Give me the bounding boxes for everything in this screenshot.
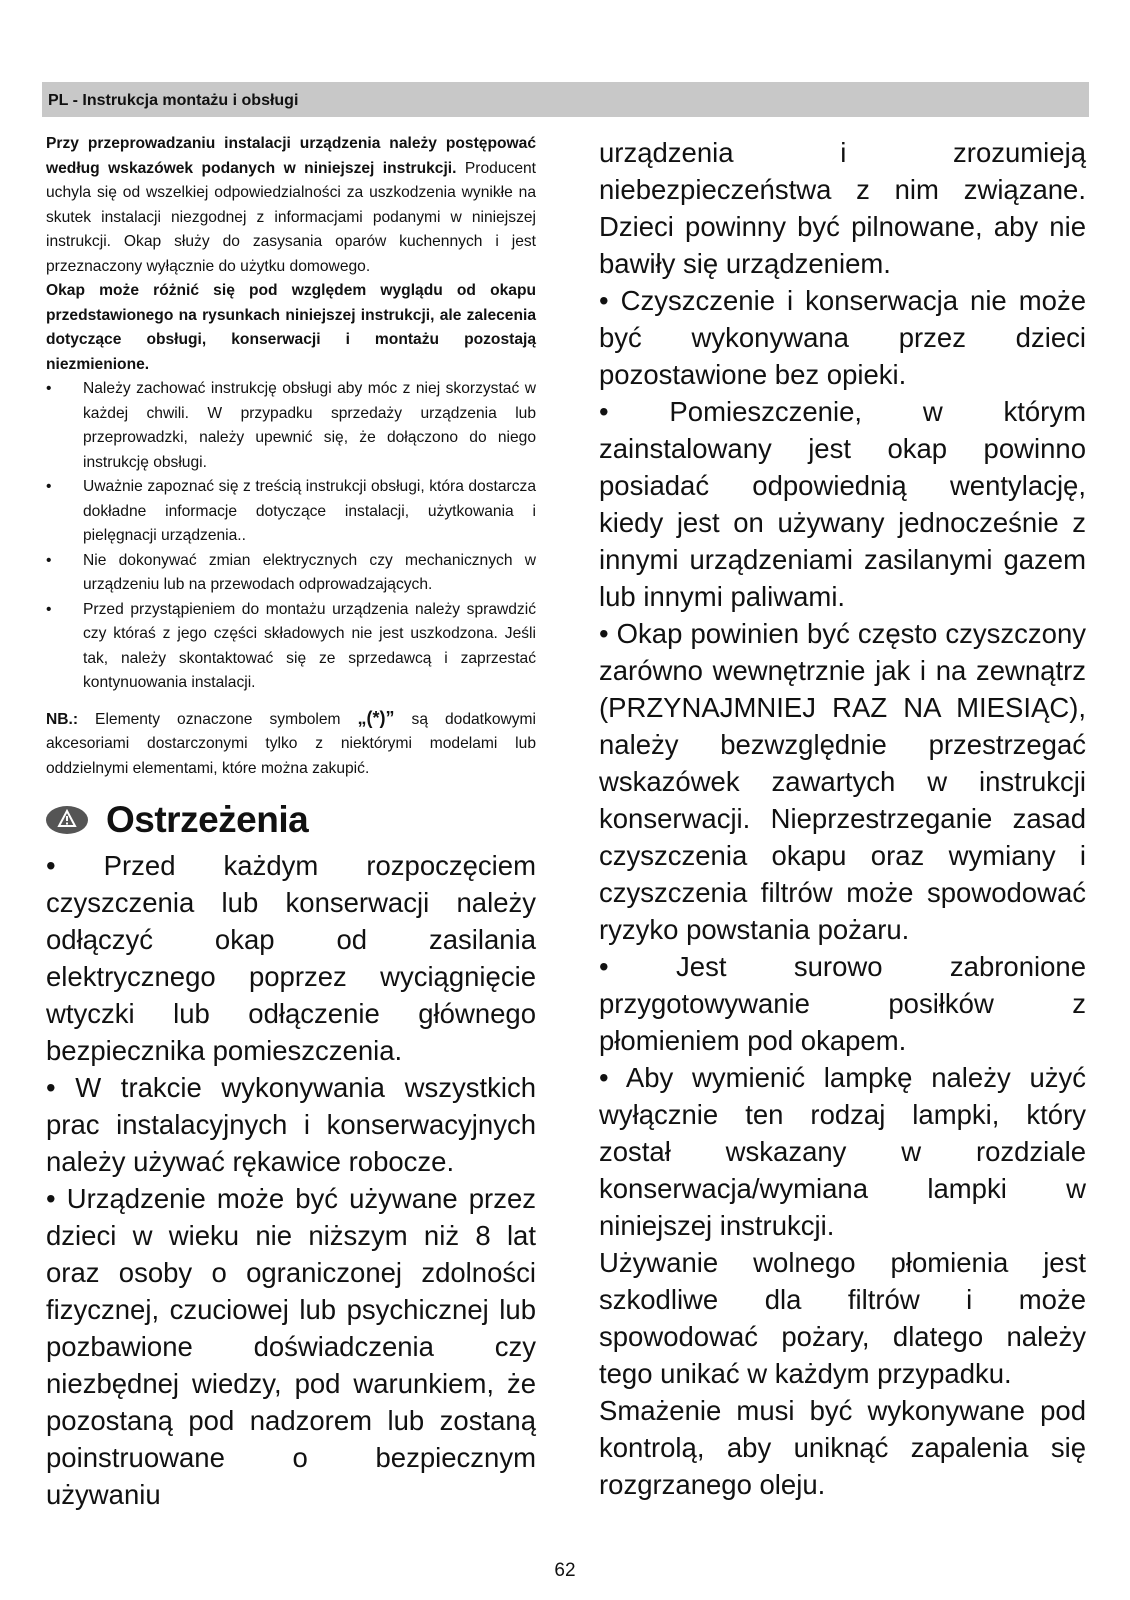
warning-item: urządzenia i zrozumieją niebezpieczeństwa z nim związane. Dzieci powinny być pilnowane, aby nie bawiły się urządzeniem. [599,137,1086,279]
nb-label: NB.: [46,710,79,728]
intro-paragraph [46,132,536,279]
list-item [46,377,536,475]
intro-text: Producent uchyla się od wszelkiej odpowiedzialności za uszkodzenia wynikłe na skutek instalacji niezgodnej z informacjami podanymi w niniejszej instrukcji. Okap służy do zasysania oparów kuchennych i jest przeznaczony wyłącznie do użytku domowego. [46,159,536,275]
warning-item: • Urządzenie może być używane przez dzieci w wieku nie niższym niż 8 lat oraz osoby o ograniczonej zdolności fizycznej, czuciowej lub psychicznej lub pozbawione doświadczenia czy niezbędnej wiedzy, pod warunkiem, że pozostaną pod nadzorem lub zostaną poinstruowane o bezpiecznym używaniu [46,1183,536,1510]
warnings-left [46,847,536,1513]
warnings-heading [46,793,536,847]
bullet-mark: • [46,478,52,495]
warnings-title: Ostrzeżenia [106,799,309,840]
instruction-list [46,377,536,696]
warning-item: • W trakcie wykonywania wszystkich prac instalacyjnych i konserwacyjnych należy używać rękawice robocze. [46,1072,536,1177]
nb-text-b: są dodatkowymi akcesoriami dostarczonymi tylko z niektórymi modelami lub oddzielnymi elementami, które można zakupić. [46,710,536,777]
warning-icon [46,806,88,834]
section-header-bar [42,82,1089,117]
nb-symbol: „(*)” [357,707,395,728]
warning-item: • Aby wymienić lampkę należy użyć wyłącznie ten rodzaj lampki, który został wskazany w rozdziale konserwacja/wymiana lampki w niniejszej instrukcji. [599,1062,1086,1241]
bullet-mark: • [46,551,52,569]
intro-note [46,279,536,377]
warning-item: • Przed każdym rozpoczęciem czyszczenia lub konserwacji należy odłączyć okap od zasilania elektrycznego poprzez wyciągnięcie wtyczki lub odłączenie głównego bezpiecznika pomieszczenia. [46,850,536,1066]
list-item [46,598,536,696]
warning-item: Używanie wolnego płomienia jest szkodliwe dla filtrów i może spowodować pożary, dlatego należy tego unikać w każdym przypadku. [599,1247,1086,1389]
bullet-mark: • [46,600,52,618]
warning-item: • Okap powinien być często czyszczony zarówno wewnętrznie jak i na zewnątrz (PRZYNAJMNIEJ RAZ NA MIESIĄC), należy bezwzględnie przestrzegać wskazówek zawartych w instrukcji konserwacji. Nieprzestrzeganie zasad czyszczenia okapu oraz wymiany i czyszczenia filtrów może spowodować ryzyko powstania pożaru. [599,618,1086,945]
warning-item: • Jest surowo zabronione przygotowywanie posiłków z płomieniem pod okapem. [599,951,1086,1056]
warning-item: • Czyszczenie i konserwacja nie może być wykonywana przez dzieci pozostawione bez opieki. [599,285,1086,390]
left-column [46,132,536,1513]
list-item [46,475,536,549]
warning-item: Smażenie musi być wykonywane pod kontrolą, aby uniknąć zapalenia się rozgrzanego oleju. [599,1395,1086,1500]
nb-note [46,706,536,782]
list-item-text: Przed przystąpieniem do montażu urządzenia należy sprawdzić czy któraś z jego części składowych nie jest uszkodzona. Jeśli tak, należy skontaktować się ze sprzedawcą i zaprzestać kontynuowania instalacji. [83,600,536,691]
list-item-text: Uważnie zapoznać się z treścią instrukcji obsługi, która dostarcza dokładne informacje dotyczące instalacji, użytkowania i pielęgnacji urządzenia.. [83,478,536,544]
list-item [46,549,536,598]
list-item-text: Nie dokonywać zmian elektrycznych czy mechanicznych w urządzeniu lub na przewodach odprowadzających. [83,551,536,593]
right-column [599,134,1086,1503]
bullet-mark: • [46,380,52,397]
warning-item: • Pomieszczenie, w którym zainstalowany jest okap powinno posiadać odpowiednią wentylację, kiedy jest on używany jednocześnie z innymi urządzeniami zasilanymi gazem lub innymi paliwami. [599,396,1086,612]
intro-note-bold: Okap może różnić się pod względem wyglądu od okapu przedstawionego na rysunkach niniejszej instrukcji, ale zalecenia dotyczące obsługi, konserwacji i montażu pozostają niezmienione. [46,282,536,373]
intro-bold-text: Przy przeprowadzaniu instalacji urządzenia należy postępować według wskazówek podanych w niniejszej instrukcji. [46,135,536,177]
section-title: PL - Instrukcja montażu i obsługi [48,92,299,109]
list-item-text: Należy zachować instrukcję obsługi aby móc z niej skorzystać w każdej chwili. W przypadku sprzedaży urządzenia lub przeprowadzki, należy upewnić się, że dołączono do niego instrukcję obsługi. [83,380,536,471]
nb-text-a: Elementy oznaczone symbolem [78,710,358,728]
page-number: 62 [554,1560,576,1581]
